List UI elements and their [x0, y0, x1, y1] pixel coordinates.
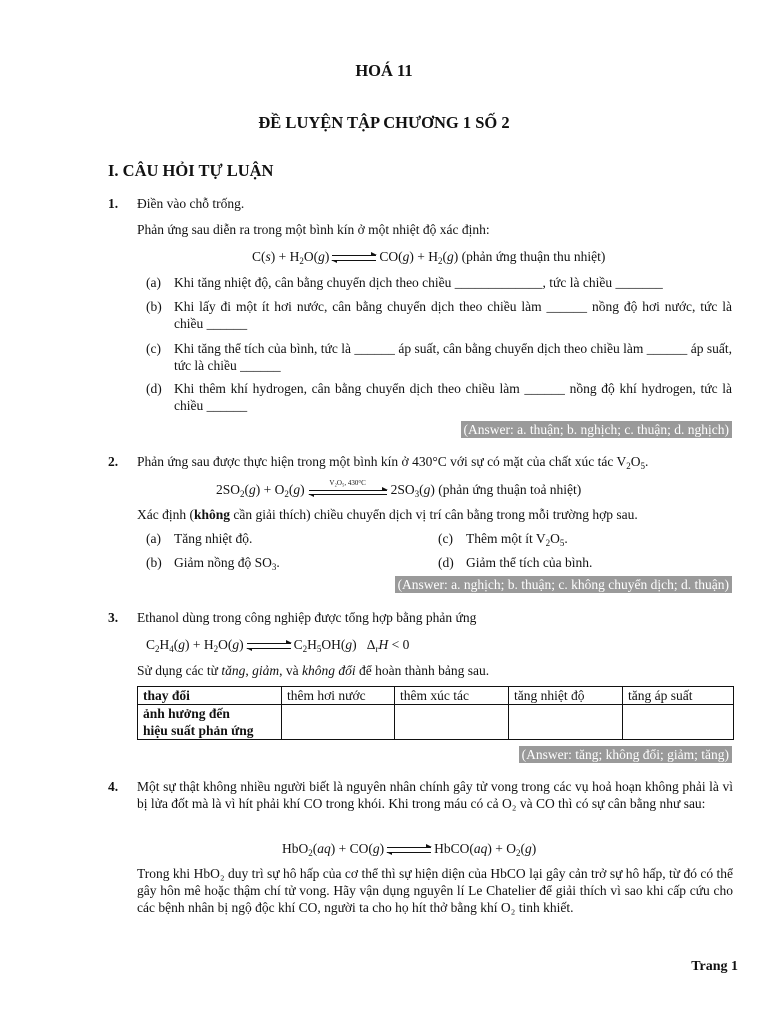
table-header-cell: thêm hơi nước	[282, 687, 395, 705]
q4-paragraph-2: Trong khi HbO₂ duy trì sự hô hấp của cơ thể thì sự hiện diện của HbCO lại gây cản trở sự hô hấp, từ đó có thể gây hôn mê hoặc thậm chí tử vong. Hãy vận dụng nguyên lí Le Chatelier để giải thích vì sao khi cấp cứu cho các bệnh nhân bị ngộ độc khí CO, người ta cho họ hít thở bằng khí O₂ tinh khiết.	[137, 866, 733, 915]
table-header-cell: tăng nhiệt độ	[509, 687, 623, 705]
q3-intro: Ethanol dùng trong công nghiệp được tổng hợp bằng phản ứng	[137, 610, 477, 625]
page-number: Trang 1	[691, 959, 738, 974]
table-row	[138, 705, 734, 740]
q2-option-a: Tăng nhiệt độ.	[174, 531, 253, 546]
question-number-2: 2.	[108, 454, 119, 469]
document-subtitle: ĐỀ LUYỆN TẬP CHƯƠNG 1 SỐ 2	[258, 113, 510, 132]
q2-option-d-label: (d)	[438, 555, 454, 570]
equilibrium-arrow-icon	[332, 252, 376, 264]
table-cell-blank	[395, 705, 509, 740]
question-number-4: 4.	[108, 779, 119, 794]
q2-answer-badge: (Answer: a. nghịch; b. thuận; c. không chuyển dịch; d. thuận)	[395, 576, 732, 593]
q1-instruction: Điền vào chỗ trống.	[137, 196, 245, 211]
equilibrium-arrow-icon	[247, 640, 291, 652]
q2-equation-note: (phản ứng thuận toả nhiệt)	[438, 482, 582, 497]
q3-equation: $C_2H_4(g) + H_2O(g)$ $C_2H_5OH(g) \Delta_rH < 0$	[146, 637, 410, 654]
q1-option-c-label: (c)	[146, 341, 161, 356]
q3-answer-badge: (Answer: tăng; không đổi; giảm; tăng)	[519, 746, 732, 763]
q3-answer-table	[137, 686, 734, 740]
table-cell-blank	[623, 705, 734, 740]
q4-equation: HbO$_2$(aq) + CO(g) HbCO(aq) + $O_2(g)$	[282, 841, 537, 858]
q2-option-c: Thêm một ít $V_2O_5$.	[466, 531, 568, 548]
q1-option-a-label: (a)	[146, 275, 161, 290]
q1-answer-badge: (Answer: a. thuận; b. nghịch; c. thuận; d. nghịch)	[461, 421, 732, 438]
table-cell-blank	[509, 705, 623, 740]
q1-equation-note: (phản ứng thuận thu nhiệt)	[461, 249, 606, 264]
table-header-cell: thay đổi	[138, 687, 282, 705]
section-heading: I. CÂU HỎI TỰ LUẬN	[108, 161, 274, 180]
q2-option-c-label: (c)	[438, 531, 453, 546]
q2-instruction: Xác định (không cần giải thích) chiều chuyển dịch vị trí cân bằng trong mỗi trường hợp sau.	[137, 507, 638, 522]
q4-paragraph-1: Một sự thật không nhiều người biết là nguyên nhân chính gây tử vong trong các vụ hoả hoạn không phải là vì bị lửa đốt mà là vì hít phải khí CO trong khói. Khi trong máu có cả O₂ và CO thì có sự cân bằng như sau:	[137, 779, 733, 811]
q2-option-b-label: (b)	[146, 555, 162, 570]
document-title: HOÁ 11	[355, 61, 413, 80]
q2-equation: $2SO_2(g) + O_2(g)$ V₂O₅, 430°C $2SO_3(g)$ (phản ứng thuận toả nhiệt)	[216, 478, 582, 499]
q2-option-a-label: (a)	[146, 531, 161, 546]
catalyst-label: V₂O₅, 430°C	[329, 478, 366, 487]
question-number-1: 1.	[108, 196, 119, 211]
table-header-row	[138, 687, 734, 705]
q1-option-b-label: (b)	[146, 299, 162, 314]
q1-equation: $C(s) + H_2O(g)$ $CO(g) + H_2(g)$ (phản ứng thuận thu nhiệt)	[252, 249, 606, 266]
table-cell-blank	[282, 705, 395, 740]
equilibrium-arrow-icon	[387, 844, 431, 856]
q1-option-b: Khi lấy đi một ít hơi nước, cân bằng chuyển dịch theo chiều làm ______ nồng độ hơi nước, tức là chiều ______	[174, 299, 732, 331]
q1-option-d: Khi thêm khí hydrogen, cân bằng chuyển dịch theo chiều làm ______ nồng độ khí hydrogen, tức là chiều ______	[174, 381, 732, 413]
q2-option-d: Giảm thể tích của bình.	[466, 555, 593, 570]
catalyst-equilibrium-arrow-icon	[309, 478, 387, 498]
q2-intro: Phản ứng sau được thực hiện trong một bình kín ở 430°C với sự có mặt của chất xúc tác $V_2O_5$.	[137, 454, 649, 471]
q1-option-a: Khi tăng nhiệt độ, cân bằng chuyển dịch theo chiều _____________, tức là chiều _______	[174, 275, 663, 290]
table-row-label: ảnh hưởng đến hiệu suất phản ứng	[138, 705, 282, 740]
q2-option-b: Giảm nồng độ $SO_3$.	[174, 555, 280, 572]
q1-intro: Phản ứng sau diễn ra trong một bình kín ở một nhiệt độ xác định:	[137, 222, 490, 237]
table-header-cell: tăng áp suất	[623, 687, 734, 705]
q1-option-c: Khi tăng thể tích của bình, tức là ______ áp suất, cân bằng chuyển dịch theo chiều làm ______ áp suất, tức là chiều ______	[174, 341, 732, 373]
q1-option-d-label: (d)	[146, 381, 162, 396]
question-number-3: 3.	[108, 610, 119, 625]
q3-instruction: Sử dụng các từ tăng, giảm, và không đổi để hoàn thành bảng sau.	[137, 663, 490, 678]
table-header-cell: thêm xúc tác	[395, 687, 509, 705]
